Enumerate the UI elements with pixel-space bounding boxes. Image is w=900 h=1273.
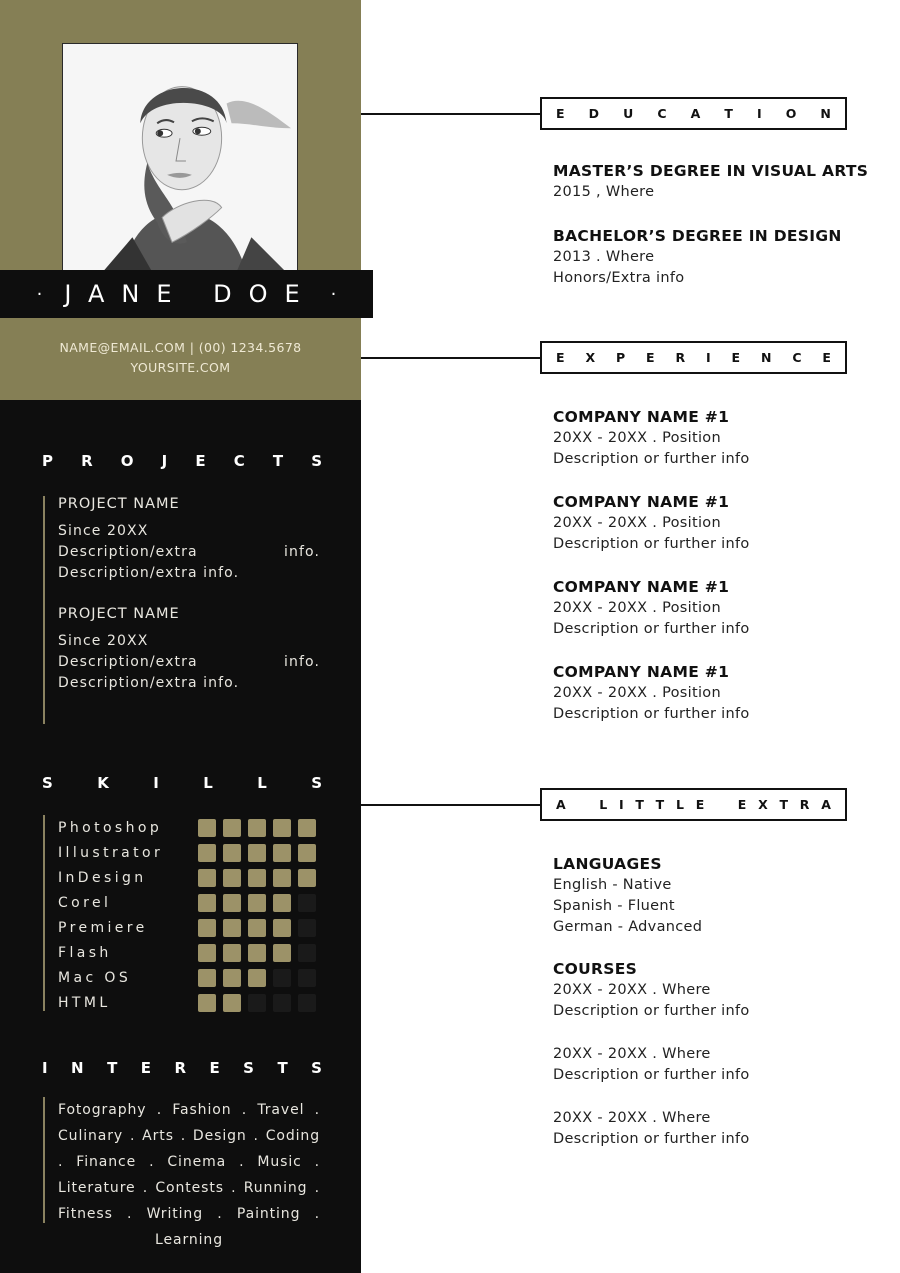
heading-letter: I (756, 106, 762, 121)
company-dates: 20XX - 20XX . Position (553, 430, 721, 446)
experience-connector-line (361, 357, 541, 359)
portrait-image-icon (63, 44, 297, 272)
heading-letter: E (556, 350, 565, 365)
skill-square-filled-icon (248, 819, 266, 837)
heading-letter: C (657, 106, 667, 121)
skill-square-filled-icon (273, 869, 291, 887)
interests-list (43, 1097, 320, 1248)
skill-square-filled-icon (223, 844, 241, 862)
degree-title: BACHELOR’S DEGREE IN DESIGN (553, 227, 842, 245)
company-dates: 20XX - 20XX . Position (553, 685, 721, 701)
skill-square-filled-icon (273, 819, 291, 837)
skill-square-filled-icon (248, 919, 266, 937)
heading-letter: X (585, 350, 596, 365)
skill-square-filled-icon (198, 844, 216, 862)
education-item (553, 225, 873, 289)
language-item: Spanish - Fluent (553, 898, 675, 914)
heading-letter: S (42, 774, 53, 792)
project-item (58, 496, 320, 584)
courses-title: COURSES (553, 960, 638, 978)
skill-label: HTML (58, 994, 111, 1011)
skill-square-filled-icon (273, 844, 291, 862)
heading-letter: S (311, 452, 322, 470)
heading-letter: N (820, 106, 831, 121)
heading-letter: S (311, 774, 322, 792)
heading-letter: N (760, 350, 772, 365)
skill-square-filled-icon (198, 919, 216, 937)
projects-list (43, 496, 320, 724)
full-name: JANE DOE (64, 280, 317, 308)
company-description: Description or further info (553, 536, 750, 552)
skill-square-filled-icon (273, 919, 291, 937)
heading-letter: I (153, 774, 159, 792)
heading-letter: O (120, 452, 134, 470)
courses-block (553, 958, 873, 1150)
skill-label: Premiere (58, 919, 148, 936)
heading-letter: R (174, 1059, 187, 1077)
course-description: Description or further info (553, 1003, 750, 1019)
heading-letter: R (799, 797, 810, 812)
skill-square-empty-icon (248, 994, 266, 1012)
skill-square-empty-icon (298, 894, 316, 912)
skill-level-meter (198, 944, 316, 962)
skill-square-filled-icon (198, 819, 216, 837)
project-description: Description/extra info. Description/extra info. (58, 544, 320, 581)
extra-connector-line (361, 804, 541, 806)
company-dates: 20XX - 20XX . Position (553, 600, 721, 616)
extra-list (553, 853, 873, 1172)
skill-row (58, 915, 316, 940)
skill-label: Corel (58, 894, 112, 911)
skill-label: Photoshop (58, 819, 163, 836)
heading-letter: U (623, 106, 634, 121)
website-link[interactable]: YOURSITE.COM (130, 360, 231, 375)
skill-square-filled-icon (298, 869, 316, 887)
name-dot-right: · (330, 283, 337, 305)
skill-label: Flash (58, 944, 112, 961)
contact-info (0, 338, 361, 378)
skill-square-filled-icon (248, 869, 266, 887)
company-description: Description or further info (553, 706, 750, 722)
education-item (553, 160, 873, 203)
skill-square-empty-icon (273, 994, 291, 1012)
skill-square-empty-icon (273, 969, 291, 987)
heading-letter: S (311, 1059, 322, 1077)
heading-letter: C (233, 452, 245, 470)
heading-letter: R (81, 452, 93, 470)
education-list (553, 160, 873, 311)
heading-letter: T (277, 1059, 288, 1077)
languages-title: LANGUAGES (553, 855, 662, 873)
skills-list (43, 815, 316, 1011)
heading-letter: N (71, 1059, 84, 1077)
interests-heading (42, 1059, 322, 1077)
experience-item (553, 491, 873, 555)
company-description: Description or further info (553, 621, 750, 637)
experience-item (553, 406, 873, 470)
skill-square-empty-icon (298, 994, 316, 1012)
project-name: PROJECT NAME (58, 496, 180, 512)
email-phone[interactable]: NAME@EMAIL.COM | (00) 1234.5678 (59, 340, 302, 355)
heading-letter: T (635, 797, 644, 812)
skill-square-filled-icon (198, 994, 216, 1012)
company-dates: 20XX - 20XX . Position (553, 515, 721, 531)
company-name: COMPANY NAME #1 (553, 493, 730, 511)
heading-letter: C (792, 350, 802, 365)
heading-letter: E (731, 350, 741, 365)
company-name: COMPANY NAME #1 (553, 663, 730, 681)
heading-letter: S (243, 1059, 254, 1077)
skill-square-filled-icon (198, 944, 216, 962)
heading-letter: A (556, 797, 566, 812)
heading-letter: K (97, 774, 109, 792)
heading-letter: L (257, 774, 267, 792)
heading-letter: R (675, 350, 686, 365)
heading-letter: L (203, 774, 213, 792)
skill-square-filled-icon (223, 919, 241, 937)
skill-square-empty-icon (298, 969, 316, 987)
skill-square-filled-icon (198, 894, 216, 912)
skill-row (58, 890, 316, 915)
heading-letter: P (615, 350, 626, 365)
heading-letter: E (556, 106, 565, 121)
experience-item (553, 661, 873, 725)
projects-heading (42, 452, 322, 470)
skill-level-meter (198, 869, 316, 887)
skill-square-filled-icon (198, 869, 216, 887)
skill-square-empty-icon (298, 919, 316, 937)
degree-detail: Honors/Extra info (553, 270, 685, 286)
skill-square-filled-icon (248, 969, 266, 987)
heading-letter: T (107, 1059, 118, 1077)
profile-photo (62, 43, 298, 273)
heading-letter: P (42, 452, 53, 470)
skill-level-meter (198, 844, 316, 862)
project-since: Since 20XX (58, 633, 149, 649)
heading-letter: A (821, 797, 831, 812)
heading-letter: E (695, 797, 705, 812)
heading-letter: T (655, 797, 665, 812)
heading-letter: J (161, 452, 168, 470)
skill-square-empty-icon (298, 944, 316, 962)
project-description: Description/extra info. Description/extra info. (58, 654, 320, 691)
skill-level-meter (198, 919, 316, 937)
skill-square-filled-icon (198, 969, 216, 987)
heading-letter: E (140, 1059, 151, 1077)
experience-list (553, 406, 873, 747)
language-item: German - Advanced (553, 919, 703, 935)
name-dot-left: · (36, 283, 43, 305)
skill-square-filled-icon (223, 869, 241, 887)
heading-letter: A (690, 106, 701, 121)
course-description: Description or further info (553, 1067, 750, 1083)
skill-level-meter (198, 969, 316, 987)
company-name: COMPANY NAME #1 (553, 408, 730, 426)
course-item (553, 1044, 873, 1086)
skills-heading (42, 774, 322, 792)
skill-row (58, 940, 316, 965)
languages-block (553, 853, 873, 938)
skill-label: InDesign (58, 869, 147, 886)
course-dates: 20XX - 20XX . Where (553, 982, 711, 998)
heading-letter: E (822, 350, 831, 365)
heading-letter: T (779, 797, 789, 812)
heading-letter: L (675, 797, 684, 812)
course-dates: 20XX - 20XX . Where (553, 1046, 711, 1062)
heading-letter: E (209, 1059, 220, 1077)
skill-square-filled-icon (248, 944, 266, 962)
project-since: Since 20XX (58, 523, 149, 539)
skill-row (58, 965, 316, 990)
interests-text: Fotography . Fashion . Travel . Culinary . Arts . Design . Coding . Finance . Cinema . Music . Literature . Contests . Running . Fitness . Writing . Painting . Learning (58, 1102, 320, 1248)
skill-square-filled-icon (273, 944, 291, 962)
company-name: COMPANY NAME #1 (553, 578, 730, 596)
project-item (58, 606, 320, 694)
skill-square-filled-icon (223, 944, 241, 962)
degree-detail: 2015 , Where (553, 184, 655, 200)
heading-letter: I (706, 350, 711, 365)
skill-row (58, 840, 316, 865)
heading-letter: I (618, 797, 624, 812)
degree-title: MASTER’S DEGREE IN VISUAL ARTS (553, 162, 869, 180)
skill-square-filled-icon (298, 844, 316, 862)
course-dates: 20XX - 20XX . Where (553, 1110, 711, 1126)
heading-letter: L (599, 797, 608, 812)
skill-row (58, 815, 316, 840)
experience-item (553, 576, 873, 640)
skill-level-meter (198, 819, 316, 837)
skill-square-filled-icon (298, 819, 316, 837)
heading-letter: T (272, 452, 284, 470)
education-heading (540, 97, 847, 130)
skill-row (58, 865, 316, 890)
language-item: English - Native (553, 877, 672, 893)
skill-square-filled-icon (223, 894, 241, 912)
heading-letter: O (785, 106, 797, 121)
education-connector-line (361, 113, 541, 115)
heading-letter: E (646, 350, 655, 365)
heading-letter: E (195, 452, 206, 470)
degree-detail: 2013 . Where (553, 249, 655, 265)
heading-letter: T (724, 106, 733, 121)
company-description: Description or further info (553, 451, 750, 467)
course-item (553, 1108, 873, 1150)
experience-heading (540, 341, 847, 374)
extra-heading (540, 788, 847, 821)
skill-row (58, 990, 316, 1015)
skill-label: Illustrator (58, 844, 164, 861)
skill-square-filled-icon (273, 894, 291, 912)
heading-letter: X (758, 797, 768, 812)
heading-letter: D (588, 106, 600, 121)
skill-square-filled-icon (223, 819, 241, 837)
skill-square-filled-icon (248, 844, 266, 862)
course-description: Description or further info (553, 1131, 750, 1147)
skill-label: Mac OS (58, 969, 132, 986)
project-name: PROJECT NAME (58, 606, 180, 622)
course-item (553, 980, 873, 1022)
heading-letter: I (42, 1059, 48, 1077)
skill-level-meter (198, 994, 316, 1012)
skill-square-filled-icon (223, 969, 241, 987)
skill-square-filled-icon (248, 894, 266, 912)
skill-square-filled-icon (223, 994, 241, 1012)
skill-level-meter (198, 894, 316, 912)
name-banner (0, 270, 373, 318)
heading-letter: E (737, 797, 747, 812)
